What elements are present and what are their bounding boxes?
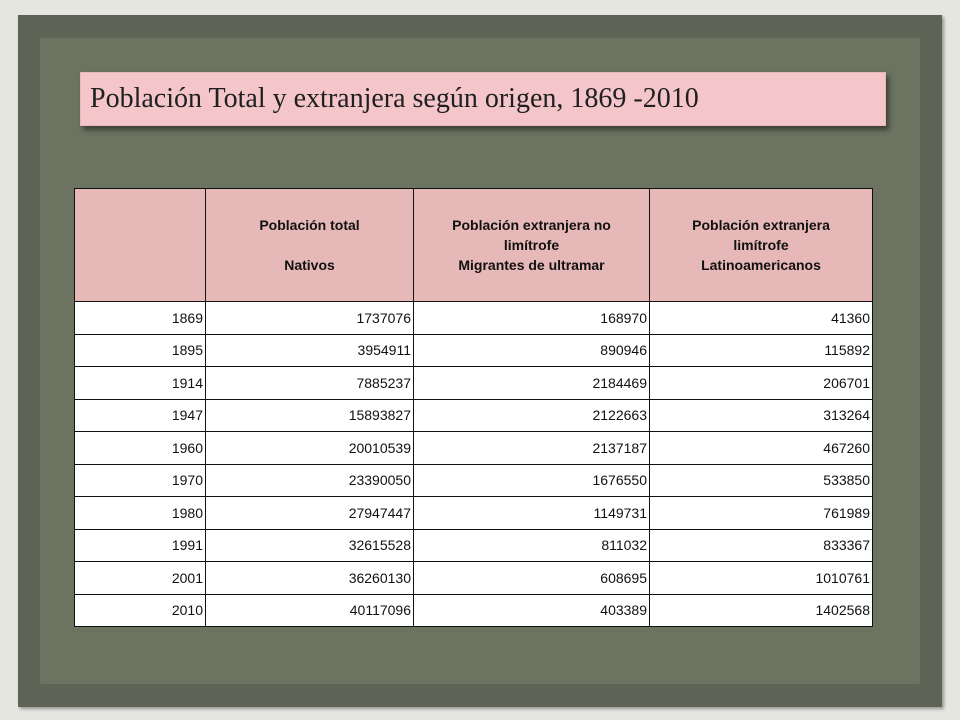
header-line: Población total — [259, 217, 360, 233]
value-cell: 115892 — [650, 334, 873, 367]
value-cell: 36260130 — [206, 562, 414, 595]
header-cell-total — [206, 189, 414, 302]
year-cell: 1895 — [75, 334, 206, 367]
table-row — [75, 594, 873, 627]
value-cell: 1402568 — [650, 594, 873, 627]
table-row — [75, 432, 873, 465]
header-line: Migrantes de ultramar — [458, 257, 605, 273]
value-cell: 467260 — [650, 432, 873, 465]
population-table — [74, 188, 873, 627]
value-cell: 3954911 — [206, 334, 414, 367]
value-cell: 533850 — [650, 464, 873, 497]
year-cell: 1947 — [75, 399, 206, 432]
value-cell: 811032 — [414, 529, 650, 562]
title-box — [80, 72, 886, 126]
header-line: Latinoamericanos — [701, 257, 821, 273]
value-cell: 890946 — [414, 334, 650, 367]
table-row — [75, 334, 873, 367]
value-cell: 608695 — [414, 562, 650, 595]
table-row — [75, 399, 873, 432]
year-cell: 1960 — [75, 432, 206, 465]
value-cell: 2184469 — [414, 367, 650, 400]
header-gap — [206, 235, 413, 255]
header-line: limítrofe — [733, 237, 789, 253]
year-cell: 1914 — [75, 367, 206, 400]
value-cell: 1676550 — [414, 464, 650, 497]
value-cell: 313264 — [650, 399, 873, 432]
header-line: Nativos — [284, 257, 335, 273]
header-line: limítrofe — [503, 237, 560, 253]
year-cell: 2010 — [75, 594, 206, 627]
value-cell: 27947447 — [206, 497, 414, 530]
header-cell-empty — [75, 189, 206, 302]
table-row — [75, 302, 873, 335]
year-cell: 1980 — [75, 497, 206, 530]
header-line: Población extranjera — [692, 217, 830, 233]
value-cell: 761989 — [650, 497, 873, 530]
value-cell: 1010761 — [650, 562, 873, 595]
table-row — [75, 367, 873, 400]
header-cell-bordering — [650, 189, 873, 302]
value-cell: 1737076 — [206, 302, 414, 335]
value-cell: 40117096 — [206, 594, 414, 627]
value-cell: 15893827 — [206, 399, 414, 432]
value-cell: 2137187 — [414, 432, 650, 465]
value-cell: 168970 — [414, 302, 650, 335]
header-line: Población extranjera no — [452, 217, 611, 233]
table-row — [75, 529, 873, 562]
table-header-row — [75, 189, 873, 302]
value-cell: 833367 — [650, 529, 873, 562]
table-row — [75, 562, 873, 595]
value-cell: 32615528 — [206, 529, 414, 562]
table-body — [75, 302, 873, 627]
year-cell: 2001 — [75, 562, 206, 595]
year-cell: 1970 — [75, 464, 206, 497]
slide-title: Población Total y extranjera según origen, 1869 -2010 — [90, 83, 699, 114]
value-cell: 206701 — [650, 367, 873, 400]
year-cell: 1991 — [75, 529, 206, 562]
value-cell: 7885237 — [206, 367, 414, 400]
table-row — [75, 497, 873, 530]
header-cell-non-bordering — [414, 189, 650, 302]
value-cell: 23390050 — [206, 464, 414, 497]
value-cell: 1149731 — [414, 497, 650, 530]
value-cell: 2122663 — [414, 399, 650, 432]
value-cell: 20010539 — [206, 432, 414, 465]
year-cell: 1869 — [75, 302, 206, 335]
value-cell: 403389 — [414, 594, 650, 627]
table-row — [75, 464, 873, 497]
value-cell: 41360 — [650, 302, 873, 335]
